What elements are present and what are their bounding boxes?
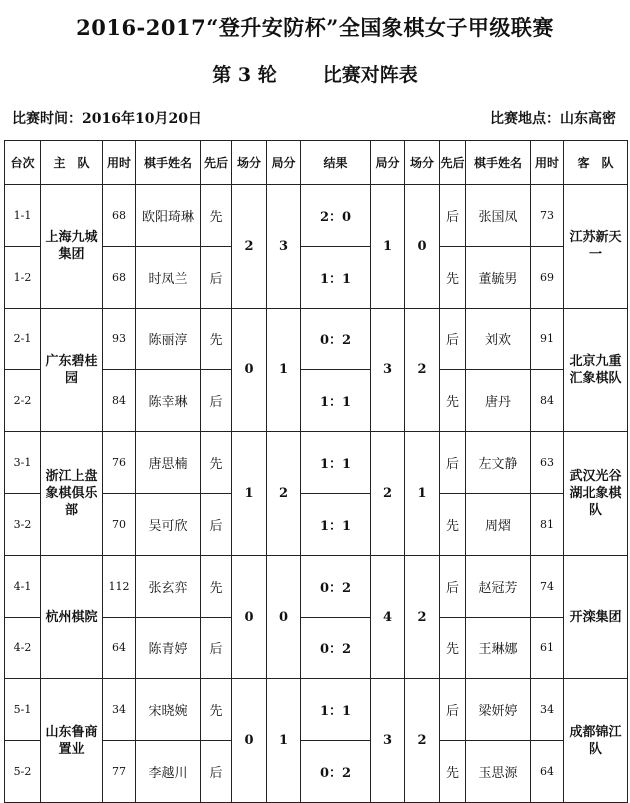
away-match-pts: 2	[405, 679, 440, 803]
away-time: 61	[531, 617, 564, 679]
board-row	[5, 185, 628, 247]
away-game-pts: 4	[371, 555, 405, 679]
col-home-match-pts: 场分	[232, 141, 267, 185]
table-no: 3-1	[5, 432, 41, 494]
home-team: 广东碧桂园	[41, 308, 103, 432]
home-player: 宋晓婉	[136, 679, 201, 741]
match-venue: 比赛地点：山东高密	[490, 111, 616, 127]
col-away-time: 用时	[531, 141, 564, 185]
board-row	[5, 555, 628, 617]
col-away-game-pts: 局分	[371, 141, 405, 185]
away-match-pts: 2	[405, 555, 440, 679]
home-player: 唐思楠	[136, 432, 201, 494]
board-result: 1：1	[301, 246, 371, 308]
table-no: 4-1	[5, 555, 41, 617]
table-no: 4-2	[5, 617, 41, 679]
away-player: 周熠	[466, 493, 531, 555]
table-no: 5-2	[5, 741, 41, 803]
away-player: 梁妍婷	[466, 679, 531, 741]
table-no: 3-2	[5, 493, 41, 555]
home-order: 后	[201, 370, 232, 432]
col-home-order: 先后	[201, 141, 232, 185]
home-time: 93	[103, 308, 136, 370]
board-row	[5, 679, 628, 741]
away-game-pts: 1	[371, 185, 405, 309]
home-time: 64	[103, 617, 136, 679]
away-order: 先	[440, 741, 466, 803]
col-away-team: 客 队	[564, 141, 628, 185]
home-match-pts: 2	[232, 185, 267, 309]
away-time: 81	[531, 493, 564, 555]
home-player: 吴可欣	[136, 493, 201, 555]
col-home-time: 用时	[103, 141, 136, 185]
away-player: 左文静	[466, 432, 531, 494]
away-time: 91	[531, 308, 564, 370]
away-time: 73	[531, 185, 564, 247]
home-order: 后	[201, 617, 232, 679]
away-match-pts: 0	[405, 185, 440, 309]
col-away-match-pts: 场分	[405, 141, 440, 185]
home-order: 后	[201, 493, 232, 555]
match-time: 比赛时间：2016年10月20日	[12, 111, 202, 127]
away-team: 武汉光谷湖北象棋队	[564, 432, 628, 556]
home-time: 76	[103, 432, 136, 494]
home-match-pts: 0	[232, 308, 267, 432]
round-subtitle	[0, 60, 630, 87]
col-home-game-pts: 局分	[267, 141, 301, 185]
away-game-pts: 2	[371, 432, 405, 556]
table-no: 2-1	[5, 308, 41, 370]
board-row	[5, 432, 628, 494]
board-result: 2：0	[301, 185, 371, 247]
home-player: 陈丽淳	[136, 308, 201, 370]
home-match-pts: 0	[232, 679, 267, 803]
home-game-pts: 2	[267, 432, 301, 556]
home-order: 先	[201, 185, 232, 247]
board-result: 0：2	[301, 617, 371, 679]
table-no: 2-2	[5, 370, 41, 432]
home-player: 张玄弈	[136, 555, 201, 617]
home-game-pts: 1	[267, 679, 301, 803]
home-team: 上海九城集团	[41, 185, 103, 309]
home-match-pts: 1	[232, 432, 267, 556]
home-order: 先	[201, 555, 232, 617]
home-player: 欧阳琦琳	[136, 185, 201, 247]
away-game-pts: 3	[371, 679, 405, 803]
away-player: 王琳娜	[466, 617, 531, 679]
away-player: 唐丹	[466, 370, 531, 432]
away-time: 74	[531, 555, 564, 617]
board-result: 0：2	[301, 555, 371, 617]
home-time: 68	[103, 185, 136, 247]
table-no: 1-2	[5, 246, 41, 308]
board-result: 0：2	[301, 741, 371, 803]
col-table-no: 台次	[5, 141, 41, 185]
page-title: 2016-2017“登升安防杯”全国象棋女子甲级联赛	[76, 15, 554, 40]
away-game-pts: 3	[371, 308, 405, 432]
board-result: 1：1	[301, 679, 371, 741]
home-order: 先	[201, 679, 232, 741]
away-player: 刘欢	[466, 308, 531, 370]
away-match-pts: 1	[405, 432, 440, 556]
board-result: 1：1	[301, 432, 371, 494]
away-team: 开滦集团	[564, 555, 628, 679]
away-team: 成都锦江队	[564, 679, 628, 803]
away-order: 先	[440, 493, 466, 555]
away-time: 34	[531, 679, 564, 741]
col-away-player: 棋手姓名	[466, 141, 531, 185]
away-time: 69	[531, 246, 564, 308]
home-order: 后	[201, 741, 232, 803]
away-order: 后	[440, 308, 466, 370]
home-order: 先	[201, 308, 232, 370]
home-player: 李越川	[136, 741, 201, 803]
home-time: 70	[103, 493, 136, 555]
home-player: 陈青婷	[136, 617, 201, 679]
home-order: 先	[201, 432, 232, 494]
col-home-team: 主 队	[41, 141, 103, 185]
home-game-pts: 1	[267, 308, 301, 432]
away-order: 后	[440, 185, 466, 247]
away-time: 64	[531, 741, 564, 803]
away-order: 后	[440, 679, 466, 741]
home-time: 34	[103, 679, 136, 741]
away-time: 84	[531, 370, 564, 432]
pairing-table	[4, 140, 628, 803]
board-result: 0：2	[301, 308, 371, 370]
col-result: 结果	[301, 141, 371, 185]
away-player: 赵冠芳	[466, 555, 531, 617]
home-game-pts: 3	[267, 185, 301, 309]
home-time: 84	[103, 370, 136, 432]
board-result: 1：1	[301, 493, 371, 555]
col-home-player: 棋手姓名	[136, 141, 201, 185]
home-time: 77	[103, 741, 136, 803]
away-order: 后	[440, 432, 466, 494]
away-order: 先	[440, 617, 466, 679]
table-no: 1-1	[5, 185, 41, 247]
home-player: 陈幸琳	[136, 370, 201, 432]
home-game-pts: 0	[267, 555, 301, 679]
home-team: 浙江上盘象棋俱乐部	[41, 432, 103, 556]
round-label: 第 3 轮	[212, 64, 277, 86]
home-player: 时凤兰	[136, 246, 201, 308]
header-row	[5, 141, 628, 185]
away-team: 北京九重汇象棋队	[564, 308, 628, 432]
away-order: 后	[440, 555, 466, 617]
home-time: 112	[103, 555, 136, 617]
home-team: 山东鲁商置业	[41, 679, 103, 803]
away-order: 先	[440, 246, 466, 308]
board-row	[5, 308, 628, 370]
away-player: 董毓男	[466, 246, 531, 308]
table-no: 5-1	[5, 679, 41, 741]
home-time: 68	[103, 246, 136, 308]
home-order: 后	[201, 246, 232, 308]
home-match-pts: 0	[232, 555, 267, 679]
board-result: 1：1	[301, 370, 371, 432]
home-team: 杭州棋院	[41, 555, 103, 679]
away-match-pts: 2	[405, 308, 440, 432]
col-away-order: 先后	[440, 141, 466, 185]
away-player: 张国凤	[466, 185, 531, 247]
away-time: 63	[531, 432, 564, 494]
away-team: 江苏新天一	[564, 185, 628, 309]
away-order: 先	[440, 370, 466, 432]
subtitle-label: 比赛对阵表	[322, 64, 418, 86]
away-player: 玉思源	[466, 741, 531, 803]
